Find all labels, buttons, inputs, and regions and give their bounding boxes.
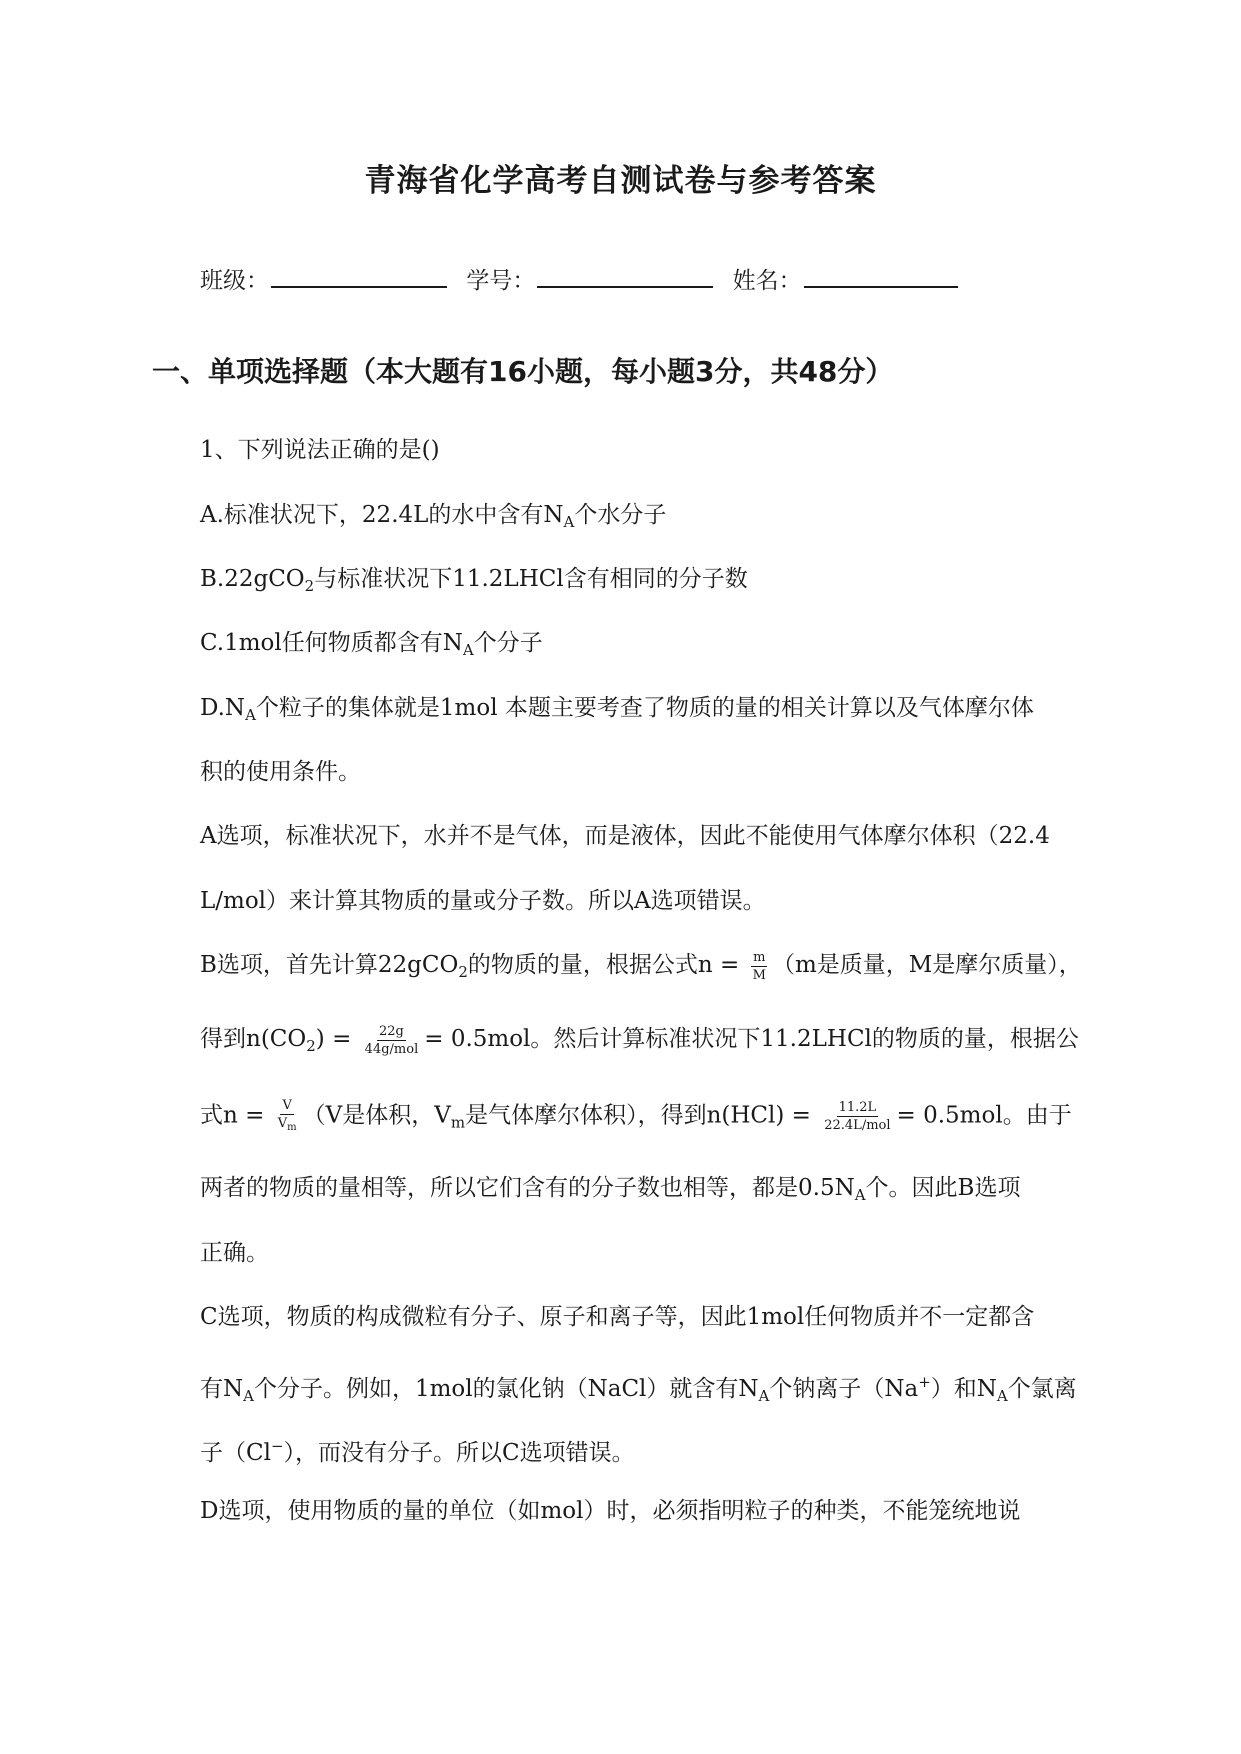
option-b: B.22gCO$_2$与标准状况下11.2LHCl含有相同的分子数 bbox=[200, 566, 748, 595]
fraction-volume-over-molar-volume: $\frac{11.2L}{\text{22.4L/mol}}$ bbox=[824, 1100, 891, 1133]
section-heading: 一、单项选择题（本大题有16小题，每小题3分，共48分） bbox=[152, 355, 894, 388]
name-label: 姓名： bbox=[732, 268, 802, 294]
analysis-c-line2: 有$N_A$个分子。例如，1mol的氯化钠（NaCl）就含有$N_A$个钠离子（Na+）和$N_A$个氯离 bbox=[200, 1373, 1077, 1405]
analysis-a-line2: L/mol）来计算其物质的量或分子数。所以A选项错误。 bbox=[200, 888, 766, 914]
page-title: 青海省化学高考自测试卷与参考答案 bbox=[364, 163, 877, 199]
fraction-m-over-m: $\frac{m}{M}$ bbox=[752, 949, 766, 983]
analysis-b-line2: 得到$n(CO_2)$ = $\frac{22g}{\text{44g/mol}}$ = 0.5mol。然后计算标准状况下11.2LHCl的物质的量，根据公 bbox=[200, 1023, 1079, 1057]
question-stem: 1、下列说法正确的是() bbox=[200, 437, 440, 463]
student-info-row bbox=[200, 262, 970, 295]
fraction-mass-over-molar-mass: $\frac{22g}{\text{44g/mol}}$ bbox=[364, 1023, 419, 1057]
analysis-c-line1: C选项，物质的构成微粒有分子、原子和离子等，因此1mol任何物质并不一定都含 bbox=[200, 1304, 1035, 1330]
analysis-b-line3: 式n = $\frac{V}{V_m}$ （V是体积，$V_m$是气体摩尔体积），得到n(HCl) = $\frac{11.2L}{\text{22.4L/mol}}$ = 0.5mol。由于 bbox=[200, 1098, 1072, 1133]
class-blank bbox=[271, 266, 447, 288]
name-blank bbox=[804, 266, 958, 288]
analysis-d-line1: D选项，使用物质的量的单位（如mol）时，必须指明粒子的种类，不能笼统地说 bbox=[200, 1498, 1021, 1524]
option-d-continued: 积的使用条件。 bbox=[200, 759, 361, 785]
analysis-a-line1: A选项，标准状况下，水并不是气体，而是液体，因此不能使用气体摩尔体积（22.4 bbox=[200, 823, 1050, 849]
option-d: $D.N_A$个粒子的集体就是1mol 本题主要考查了物质的量的相关计算以及气体摩尔体 bbox=[200, 695, 1034, 724]
analysis-b-line4: 两者的物质的量相等，所以它们含有的分子数也相等，都是$0.5N_A$个。因此B选项 bbox=[200, 1175, 1021, 1204]
option-c: C.1mol任何物质都含有$N_A$个分子 bbox=[200, 630, 543, 659]
student-id-blank bbox=[537, 266, 713, 288]
student-id-label: 学号： bbox=[466, 268, 536, 294]
fraction-v-over-vm: $\frac{V}{V_m}$ bbox=[277, 1098, 297, 1133]
analysis-b-line5: 正确。 bbox=[200, 1240, 269, 1266]
option-a: A.标准状况下，22.4L的水中含有$N_A$个水分子 bbox=[200, 502, 667, 531]
class-label: 班级： bbox=[200, 268, 269, 294]
analysis-b-line1: B选项，首先计算22gCO$_2$的物质的量，根据公式n = $\frac{m}{M}$ （m是质量，M是摩尔质量）， bbox=[200, 949, 1082, 983]
analysis-c-line3: 子（Cl−），而没有分子。所以C选项错误。 bbox=[200, 1437, 635, 1466]
